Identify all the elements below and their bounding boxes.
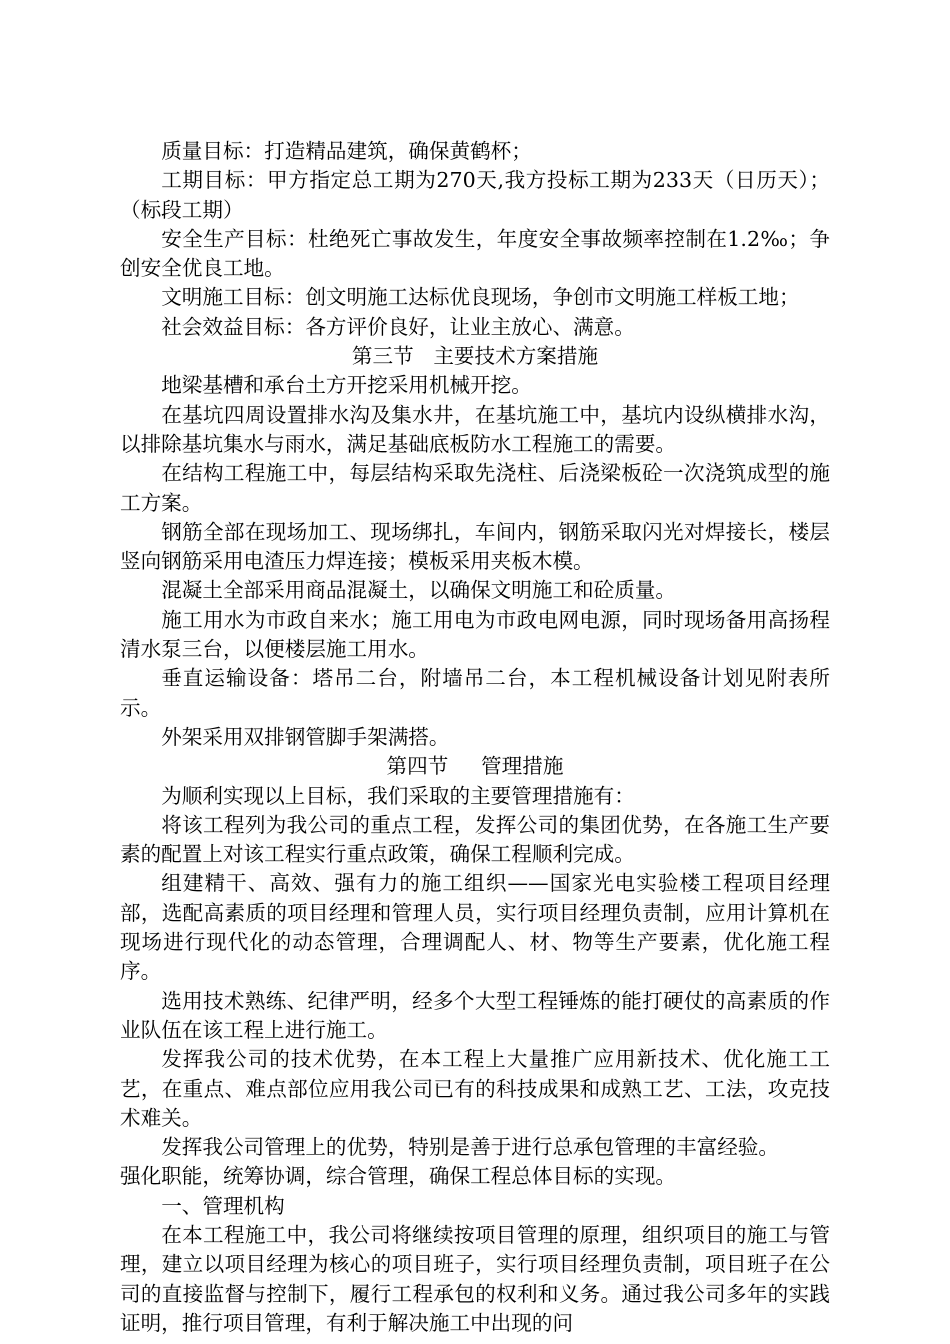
paragraph-management-intro: 为顺利实现以上目标，我们采取的主要管理措施有： (161, 783, 635, 808)
paragraph-excavation: 地梁基槽和承台土方开挖采用机械开挖。 (161, 373, 532, 398)
paragraph-concrete: 混凝土全部采用商品混凝土，以确保文明施工和砼质量。 (161, 578, 677, 603)
section-3-heading: 第三节 主要技术方案措施 (351, 344, 599, 369)
section-4-heading: 第四节 管理措施 (386, 754, 564, 779)
document-body (120, 137, 830, 1338)
paragraph-strengthen-functions: 强化职能，统筹协调，综合管理，确保工程总体目标的实现。 (120, 1164, 677, 1189)
paragraph-structure-pouring: 在结构工程施工中，每层结构采取先浇柱、后浇梁板砼一次浇筑成型的施工方案。 (120, 461, 830, 515)
paragraph-key-project: 将该工程列为我公司的重点工程，发挥公司的集团优势，在各施工生产要素的配置上对该工程实行重点政策，确保工程顺利完成。 (120, 812, 830, 867)
paragraph-project-management: 在本工程施工中，我公司将继续按项目管理的原理，组织项目的施工与管理，建立以项目经理为核心的项目班子，实行项目经理负责制，项目班子在公司的直接监督与控制下，履行工程承包的权利和义务。通过我公司多年的实践证明，推行项目管理，有利于解决施工中出现的问 (120, 1222, 830, 1335)
paragraph-technical-advantage: 发挥我公司的技术优势，在本工程上大量推广应用新技术、优化施工工艺，在重点、难点部位应用我公司已有的科技成果和成熟工艺、工法，攻克技术难关。 (120, 1047, 830, 1130)
paragraph-safety-goal: 安全生产目标：杜绝死亡事故发生，年度安全事故频率控制在1.2‰；争创安全优良工地。 (120, 226, 830, 281)
subheading-management-organization: 一、管理机构 (161, 1193, 285, 1218)
paragraph-drainage: 在基坑四周设置排水沟及集水井，在基坑施工中，基坑内设纵横排水沟，以排除基坑集水与雨水，满足基础底板防水工程施工的需要。 (120, 402, 830, 456)
paragraph-social-benefit-goal: 社会效益目标：各方评价良好，让业主放心、满意。 (161, 314, 635, 339)
paragraph-quality-goal: 质量目标：打造精品建筑，确保黄鹤杯； (161, 139, 532, 163)
paragraph-work-team: 选用技术熟练、纪律严明，经多个大型工程锤炼的能打硬仗的高素质的作业队伍在该工程上进行施工。 (120, 988, 830, 1042)
paragraph-vertical-transport: 垂直运输设备：塔吊二台，附墙吊二台，本工程机械设备计划见附表所示。 (120, 666, 830, 720)
paragraph-management-advantage: 发挥我公司管理上的优势，特别是善于进行总承包管理的丰富经验。 (161, 1135, 779, 1160)
paragraph-rebar: 钢筋全部在现场加工、现场绑扎，车间内，钢筋采取闪光对焊接长，楼层竖向钢筋采用电渣压力焊连接；模板采用夹板木模。 (120, 519, 830, 574)
paragraph-project-department: 组建精干、高效、强有力的施工组织——国家光电实验楼工程项目经理部，选配高素质的项目经理和管理人员，实行项目经理负责制，应用计算机在现场进行现代化的动态管理，合理调配人、材、物等生产要素，优化施工程序。 (120, 871, 830, 984)
paragraph-scaffolding: 外架采用双排钢管脚手架满搭。 (161, 724, 450, 749)
paragraph-schedule-goal: 工期目标：甲方指定总工期为270天,我方投标工期为233天（日历天）；（标段工期） (120, 168, 830, 222)
paragraph-civilized-construction-goal: 文明施工目标：创文明施工达标优良现场，争创市文明施工样板工地； (161, 285, 800, 310)
paragraph-water-power: 施工用水为市政自来水；施工用电为市政电网电源，同时现场备用高扬程清水泵三台，以便楼层施工用水。 (120, 607, 830, 662)
